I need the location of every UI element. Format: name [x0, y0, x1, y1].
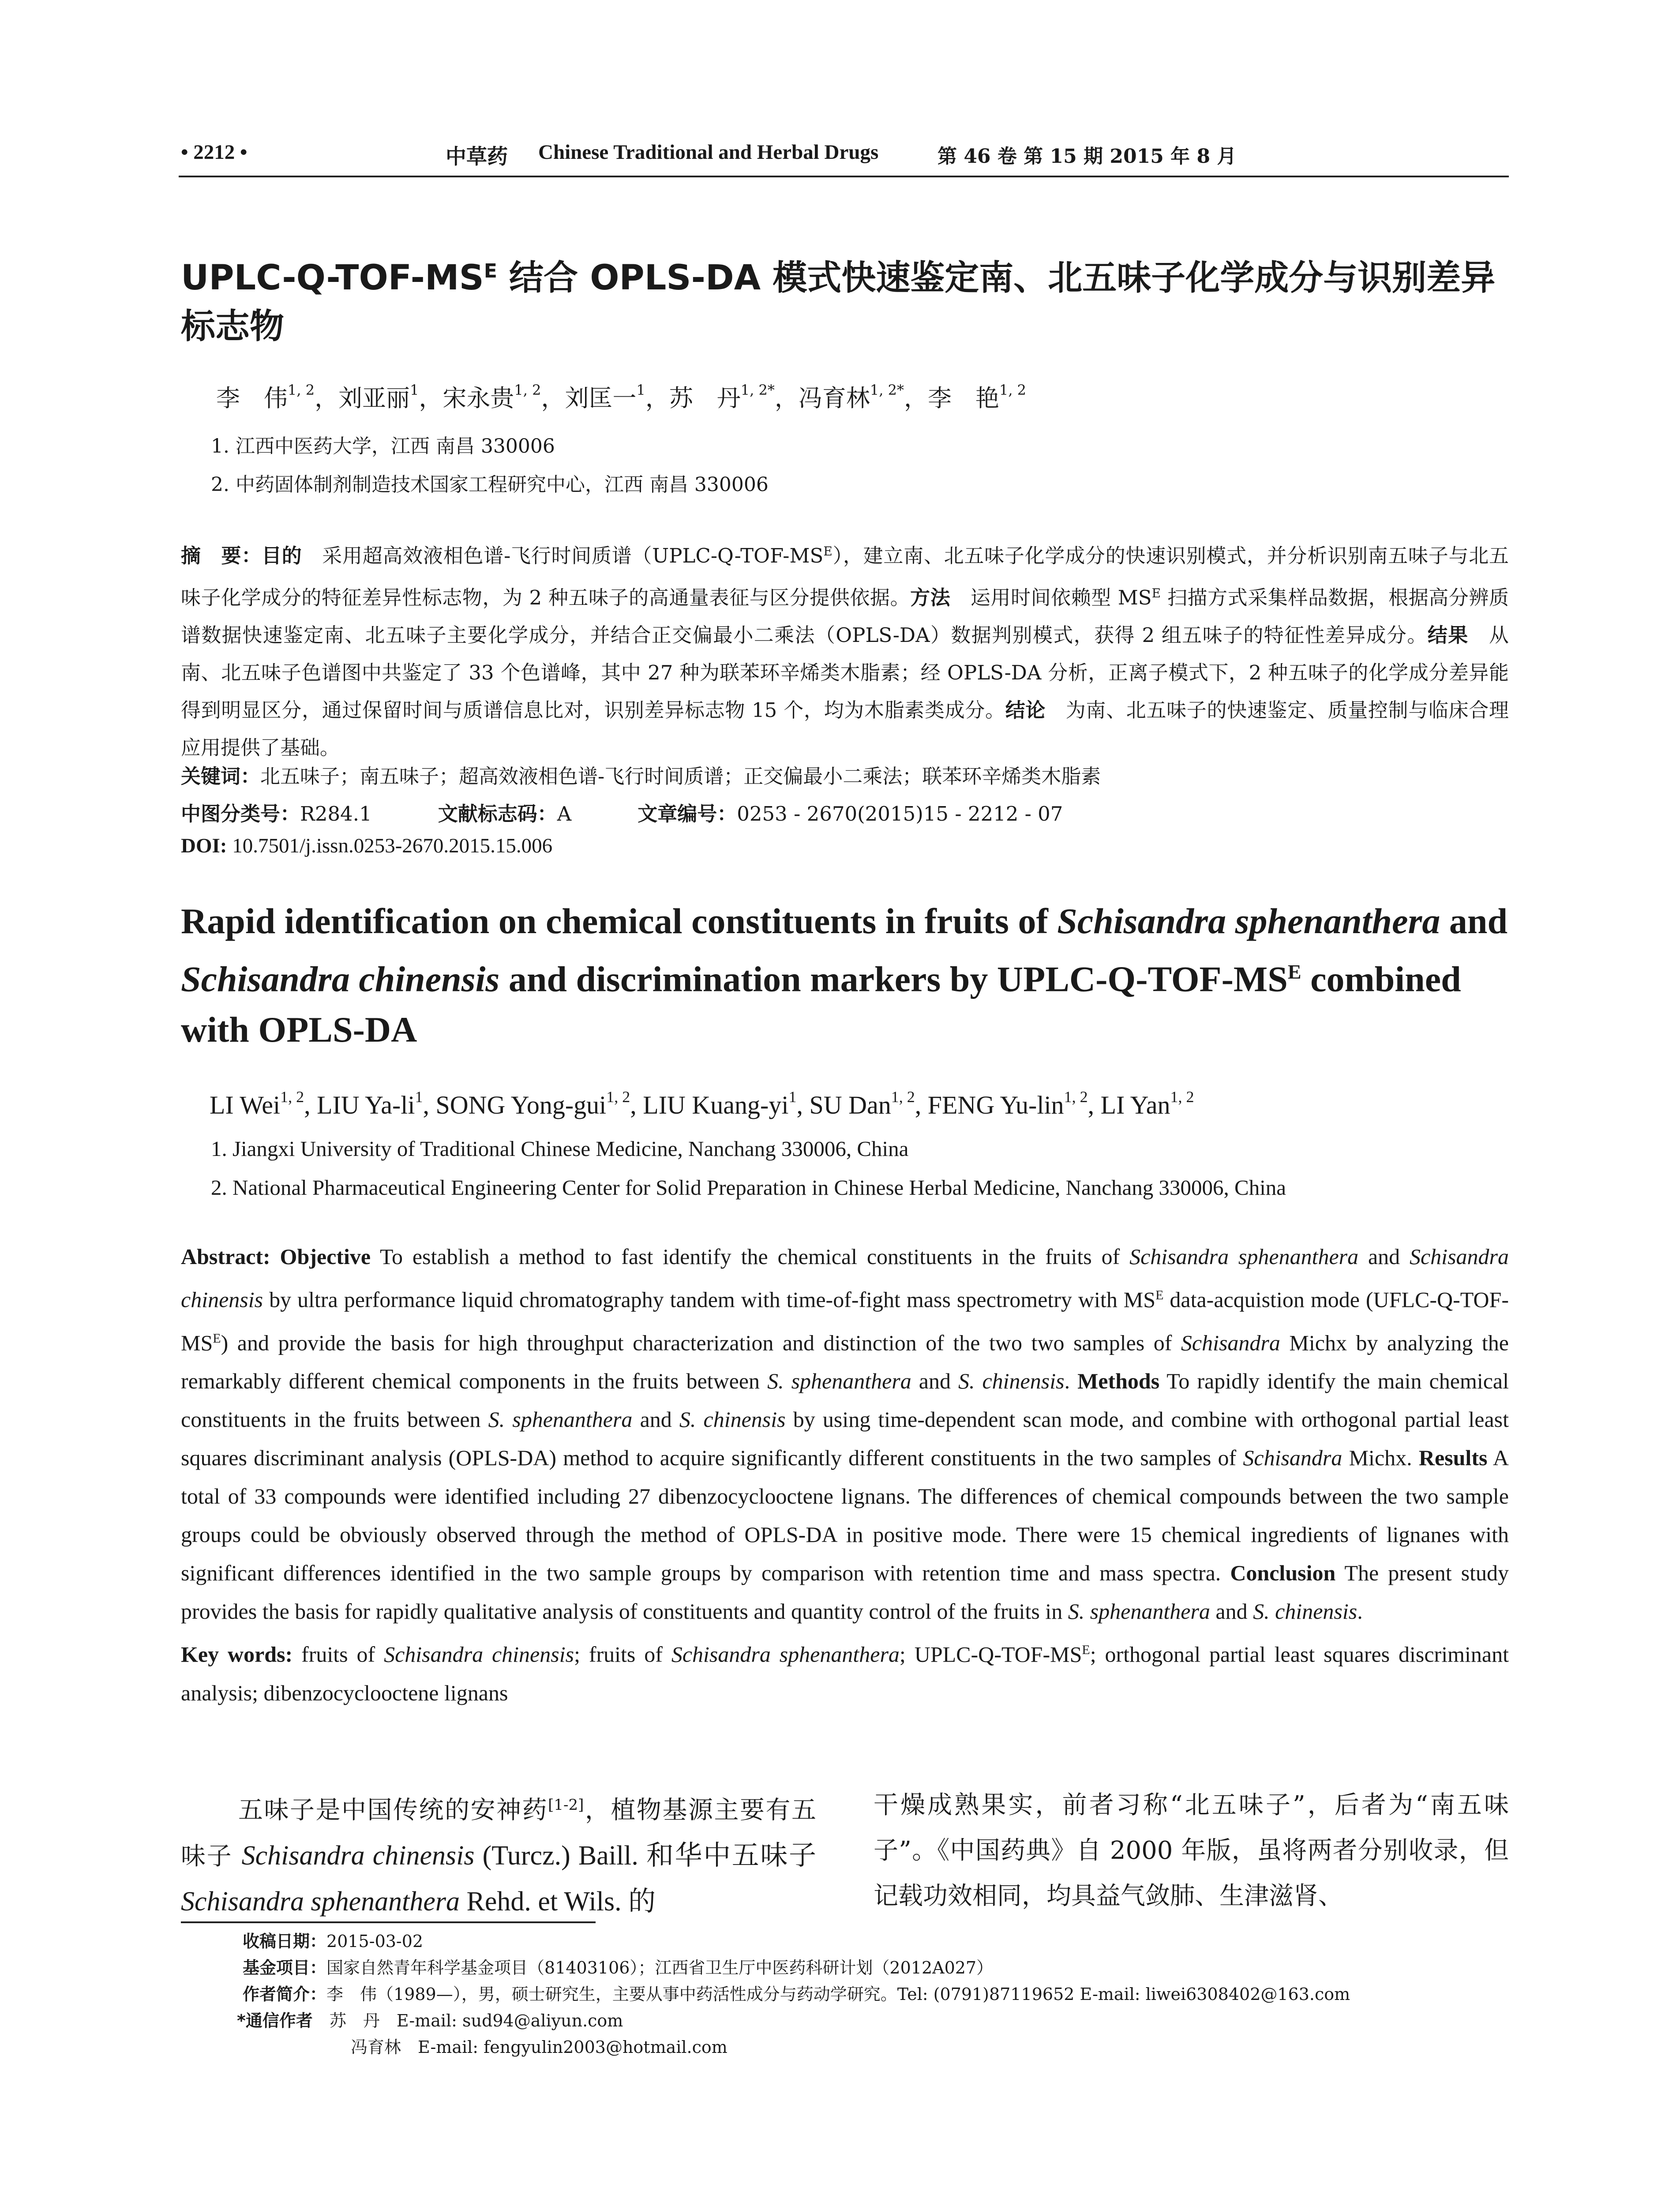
journal-name-en: Chinese Traditional and Herbal Drugs [538, 141, 879, 164]
author-cn: 李 伟 [216, 384, 288, 412]
author-cn: 冯育林 [798, 384, 870, 412]
abstract-en: Abstract: Objective To establish a method to fast identify the chemical constituents in the fruits of Schisandra sphenanthera and Schisandra chinensis by ultra performance liquid chromatography tandem with time-of-fight mass spectrometry with $MS^E$ data-acquistion mode $(UFLC-Q-TOF-MS^E)$ and provide the basis for high throughput characterization and distinction of the two two samples of Schisandra Michx by analyzing the remarkably different chemical components in the fruits between S. sphenanthera and S. chinensis. Methods To rapidly identify the main chemical constituents in the fruits between S. sphenanthera and S. chinensis by using time-dependent scan mode, and combine with orthogonal partial least squares discriminant analysis (OPLS-DA) method to acquire significantly different constituents in the two samples of Schisandra Michx. Results A total of 33 compounds were identified including 27 dibenzocyclooctene lignans. The differences of chemical compounds between the two sample groups could be obviously observed through the method of OPLS-DA in positive mode. There were 15 chemical ingredients of lignanes with significant differences identified in the two sample groups by comparison with retention time and mass spectra. Conclusion The present study provides the basis for rapidly qualitative analysis of constituents and quantity control of the fruits in S. sphenanthera and S. chinensis. Key words: fruits of Schisandra chinensis; fruits of Schisandra sphenanthera; UPLC-$Q-TOF-MS^E$; orthogonal partial least squares discriminant analysis; dibenzocyclooctene lignans [181, 1244, 1509, 1705]
author-en: FENG Yu-lin [927, 1091, 1064, 1119]
footnote-received: 收稿日期：2015-03-02 [243, 1932, 424, 1951]
affiliation-en-1: 1. Jiangxi University of Traditional Chinese Medicine, Nanchang 330006, China [211, 1137, 909, 1161]
authors-en: LI Wei$^{1, 2}$, LIU $Ya-li^1$, SONG Yong-gui$^{1, 2}$, LIU Kuang-$yi^1$, SU Dan$^{1, 2}$, FENG Yu-lin$^{1, 2}$, LI Yan$^{1, 2}$ [210, 1088, 1194, 1119]
authors-cn: 李 伟$^{1, 2}$，刘亚丽$^1$，宋永贵$^{1, 2}$，刘匡一$^1$，苏 丹$^{1, 2*}$，冯育林$^{1, 2*}$，李 艳$^{1, 2}$ [216, 382, 1027, 412]
classification-cn: 中图分类号：R284.1 文献标志码：A 文章编号：0253 - 2670(2015)15 - 2212 - 07 [181, 802, 1063, 825]
author-cn: 刘匡一 [565, 384, 637, 412]
keywords-cn: 关键词：北五味子；南五味子；超高效液相色谱-飞行时间质谱；正交偏最小二乘法；联苯环辛烯类木脂素 [181, 765, 1101, 788]
header-rule [179, 176, 1509, 177]
footnote-rule [181, 1921, 596, 1923]
author-cn: 苏 丹 [669, 384, 741, 412]
footnote-corresponding-2: 冯育林 E-mail: fengyulin2003@hotmail.com [351, 2037, 728, 2057]
title-en: Rapid identification on chemical constituents in fruits of Schisandra sphenanthera and Schisandra chinensis and discrimination markers by UPLC-$Q-TOF-MS^E$ combined with OPLS-DA [181, 901, 1508, 1050]
affiliation-en-2: 2. National Pharmaceutical Engineering Center for Solid Preparation in Chinese Herbal Medicine, Nanchang 330006, China [211, 1175, 1286, 1200]
author-en: SONG Yong-gui [435, 1091, 607, 1119]
running-header [181, 140, 1509, 176]
doi: DOI: 10.7501/j.issn.0253-2670.2015.15.006 [181, 834, 553, 857]
author-en: LI Wei [210, 1091, 281, 1119]
footnote-fund: 基金项目：国家自然青年科学基金项目（81403106）；江西省卫生厅中医药科研计划（2012A027） [243, 1958, 994, 1977]
author-cn: 刘亚丽 [338, 384, 410, 412]
footnote-author: 作者简介：李 伟（1989—），男，硕士研究生，主要从事中药活性成分与药动学研究。Tel: (0791)87119652 E-mail: liwei6308402@163.com [243, 1985, 1350, 2004]
page-number: • 2212 • [181, 141, 248, 164]
footnote-corresponding-1: *通信作者 苏 丹 E-mail: sud94@aliyun.com [237, 2011, 623, 2030]
author-cn: 宋永贵 [442, 384, 514, 412]
affiliation-cn-2: 2. 中药固体制剂制造技术国家工程研究中心，江西 南昌 330006 [211, 473, 769, 496]
author-en: LIU Ya-li [317, 1091, 415, 1119]
abstract-cn: 摘 要：目的 采用超高效液相色谱-飞行时间质谱$(UPLC-Q-TOF-MS^E)$，建立南、北五味子化学成分的快速识别模式，并分析识别南五味子与北五味子化学成分的特征差异性标志物，为 2 种五味子的高通量表征与区分提供依据。方法 运用时间依赖型 $MS^E$ 扫描方式采集样品数据，根据高分辨质谱数据快速鉴定南、北五味子主要化学成分，并结合正交偏最小二乘法（OPLS-DA）数据判别模式，获得 2 组五味子的特征性差异成分。结果 从南、北五味子色谱图中共鉴定了 33 个色谱峰，其中 27 种为联苯环辛烯类木脂素；经 OPLS-DA 分析，正离子模式下，2 种五味子的化学成分差异能得到明显区分，通过保留时间与质谱信息比对，识别差异标志物 15 个，均为木脂素类成分。结论 为南、北五味子的快速鉴定、质量控制与临床合理应用提供了基础。 [181, 544, 1509, 759]
author-en: SU Dan [809, 1091, 891, 1119]
affiliation-cn-1: 1. 江西中医药大学，江西 南昌 330006 [211, 435, 555, 458]
issue-info: 第 46 卷 第 15 期 2015 年 8 月 [938, 145, 1237, 168]
title-cn: UPLC-$Q-TOF-MS^E$ 结合 OPLS-DA 模式快速鉴定南、北五味子化学成分与识别差异标志物 [181, 258, 1496, 346]
body-column-right: 干燥成熟果实，前者习称“北五味子”，后者为“南五味子”。《中国药典》自 2000 年版，虽将两者分别收录，但记载功效相同，均具益气敛肺、生津滋肾、 [874, 1791, 1509, 1910]
author-cn: 李 艳 [927, 384, 999, 412]
body-column-left: 五味子是中国传统的安神药[1-2]，植物基源主要有五味子 Schisandra chinensis (Turcz.) Baill. 和华中五味子 Schisandra sphenanthera Rehd. et Wils. 的 [181, 1796, 817, 1917]
author-en: LIU Kuang-yi [643, 1091, 789, 1119]
journal-name-cn: 中草药 [446, 145, 508, 169]
author-en: LI Yan [1100, 1091, 1170, 1119]
